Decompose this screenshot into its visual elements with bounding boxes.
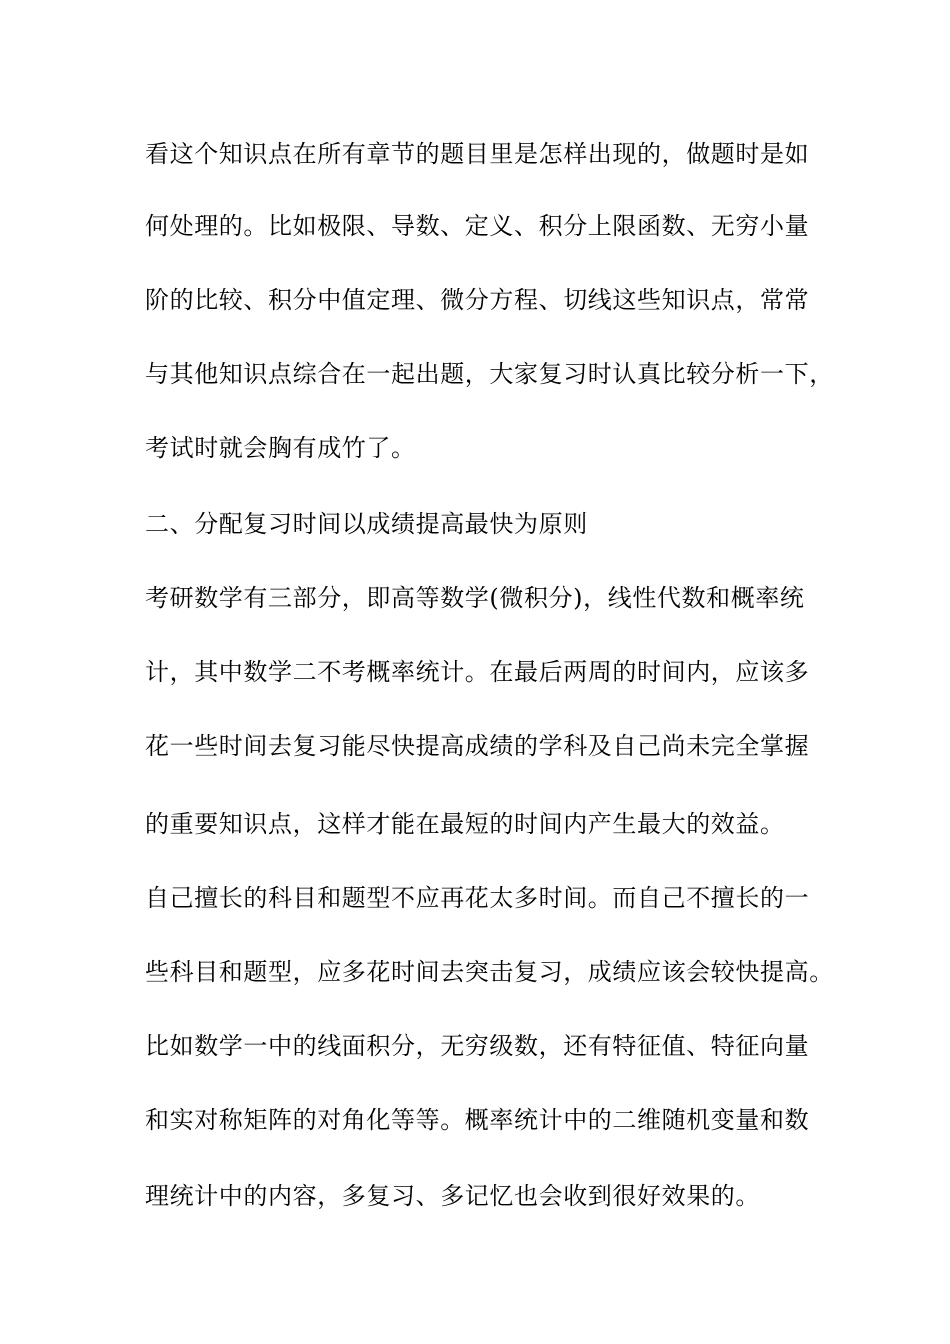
text-line: 与其他知识点综合在一起出题，大家复习时认真比较分析一下， (145, 360, 834, 388)
text-line: 比如数学一中的线面积分，无穷级数，还有特征值、特征向量 (145, 1032, 810, 1060)
section-heading: 二、分配复习时间以成绩提高最快为原则 (145, 510, 588, 538)
text-line: 何处理的。比如极限、导数、定义、积分上限函数、无穷小量 (145, 212, 810, 240)
text-line: 阶的比较、积分中值定理、微分方程、切线这些知识点，常常 (145, 286, 810, 314)
text-line: 看这个知识点在所有章节的题目里是怎样出现的，做题时是如 (145, 140, 810, 168)
text-line: 自己擅长的科目和题型不应再花太多时间。而自己不擅长的一 (145, 884, 810, 912)
text-line: 计，其中数学二不考概率统计。在最后两周的时间内，应该多 (145, 658, 810, 686)
text-line: 些科目和题型，应多花时间去突击复习，成绩应该会较快提高。 (145, 958, 834, 986)
text-line: 考试时就会胸有成竹了。 (145, 434, 416, 462)
text-line: 理统计中的内容，多复习、多记忆也会收到很好效果的。 (145, 1182, 760, 1210)
text-line: 考研数学有三部分，即高等数学(微积分)，线性代数和概率统 (145, 584, 805, 612)
text-line: 的重要知识点，这样才能在最短的时间内产生最大的效益。 (145, 810, 785, 838)
text-line: 和实对称矩阵的对角化等等。概率统计中的二维随机变量和数 (145, 1106, 810, 1134)
text-line: 花一些时间去复习能尽快提高成绩的学科及自己尚未完全掌握 (145, 732, 810, 760)
